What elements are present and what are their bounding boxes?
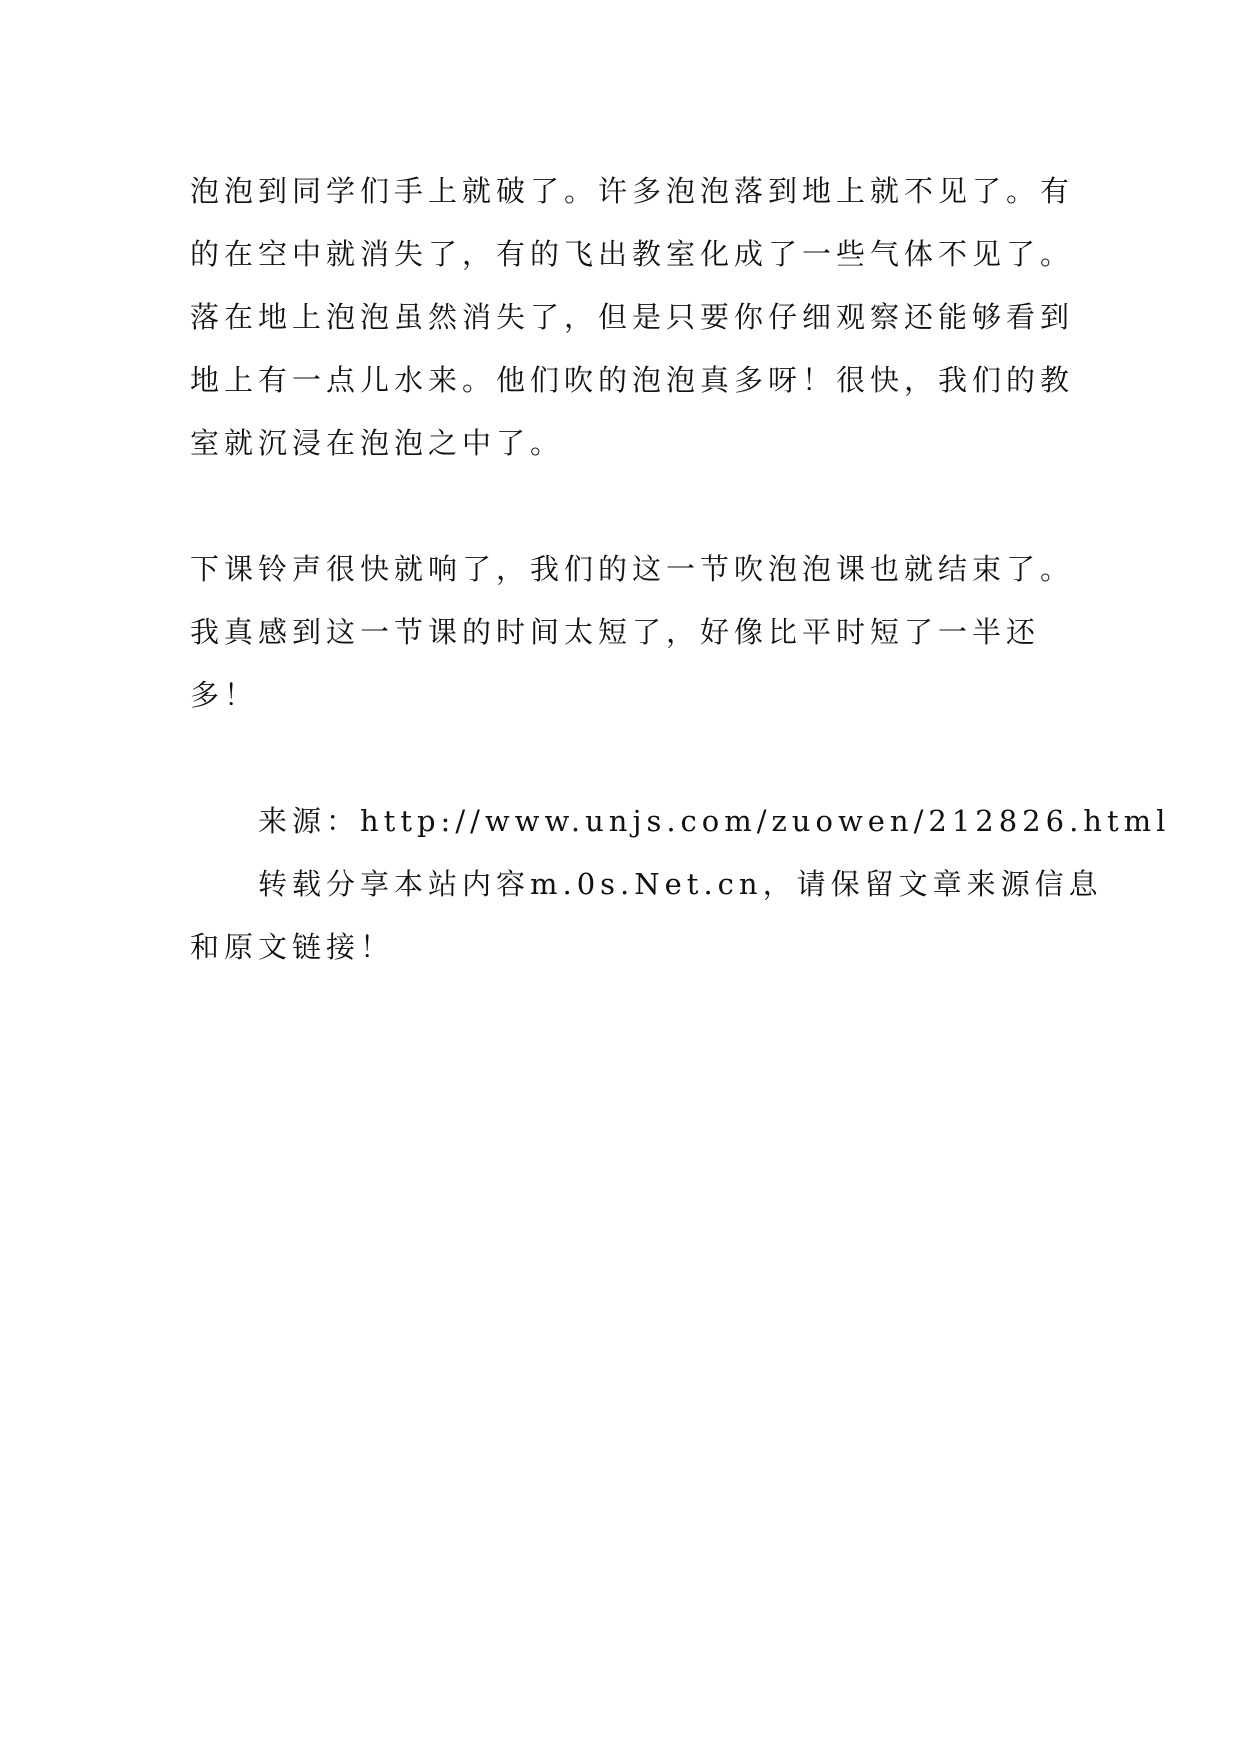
paragraph-line: 我真感到这一节课的时间太短了，好像比平时短了一半还	[190, 615, 1041, 649]
paragraph-line: 多！	[190, 678, 259, 712]
reprint-notice	[190, 853, 1103, 979]
document-page	[190, 160, 1171, 979]
paragraph-2	[190, 538, 1090, 727]
paragraph-spacer	[190, 727, 1090, 790]
source-paragraph	[190, 790, 1171, 853]
paragraph-spacer	[190, 475, 1090, 538]
reprint-notice-line: 和原文链接！	[190, 930, 395, 964]
source-line: 来源：http://www.unjs.com/zuowen/212826.html	[258, 804, 1171, 838]
reprint-notice-line: 转载分享本站内容m.0s.Net.cn，请保留文章来源信息	[258, 867, 1103, 901]
paragraph-line: 地上有一点儿水来。他们吹的泡泡真多呀！很快，我们的教	[190, 363, 1075, 397]
paragraph-line: 落在地上泡泡虽然消失了，但是只要你仔细观察还能够看到	[190, 300, 1075, 334]
paragraph-line: 泡泡到同学们手上就破了。许多泡泡落到地上就不见了。有	[190, 174, 1075, 208]
paragraph-line: 的在空中就消失了，有的飞出教室化成了一些气体不见了。	[190, 237, 1075, 271]
paragraph-line: 下课铃声很快就响了，我们的这一节吹泡泡课也就结束了。	[190, 552, 1075, 586]
paragraph-1	[190, 160, 1090, 475]
paragraph-line: 室就沉浸在泡泡之中了。	[190, 426, 565, 460]
